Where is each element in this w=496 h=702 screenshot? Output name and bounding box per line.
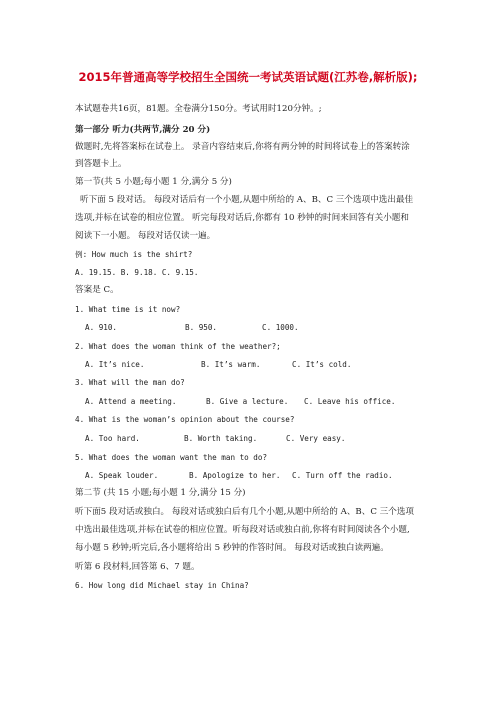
- example-options: A. 19.15. B. 9.18. C. 9.15.: [75, 268, 199, 277]
- option-b: B. Give a lecture.: [206, 397, 289, 406]
- option-a: A. 910.: [85, 323, 118, 332]
- question-3: 3. What will the man do?: [75, 378, 185, 387]
- option-a: A. It’s nice.: [85, 360, 145, 369]
- section1-heading: 第一节(共 5 小题;每小题 1 分,满分 5 分): [75, 177, 232, 187]
- section1-instruction: 听下面 5 段对话。 每段对话后有一个小题,从题中所给的 A、B、C 三个选项中选出最佳: [80, 195, 414, 205]
- question-1: 1. What time is it now?: [75, 305, 181, 314]
- question-5: 5. What does the woman want the man to do?: [75, 453, 268, 462]
- option-b: B. It’s warm.: [201, 360, 261, 369]
- option-c: C. It’s cold.: [292, 360, 352, 369]
- section2-instruction: 听下面5 段对话或独白。 每段对话或独白后有几个小题,从题中所给的 A、B、C 三个选项: [75, 507, 415, 517]
- page-title: 2015年普通高等学校招生全国统一考试英语试题(江苏卷,解析版);: [78, 70, 418, 84]
- question-4-options: [85, 433, 345, 444]
- intro-text: 本试题卷共16页，81题。全卷满分150分。考试用时120分钟。;: [75, 104, 322, 114]
- question-5-options: [85, 470, 393, 481]
- example-question: 例: How much is the shirt?: [75, 250, 193, 259]
- section2-instruction: 中选出最佳选项,并标在试卷的相应位置。听每段对话或独白前,你将有时间阅读各个小题,: [75, 525, 410, 535]
- question-3-options: [85, 396, 395, 407]
- option-b: B. 950.: [185, 323, 218, 332]
- example-answer: 答案是 C。: [75, 285, 119, 295]
- question-2-options: [85, 359, 351, 370]
- material-6-heading: 听第 6 段材料,回答第 6、7 题。: [75, 562, 200, 572]
- part1-instruction: 到答题卡上。: [75, 159, 127, 169]
- option-a: A. Too hard.: [85, 434, 140, 443]
- option-c: C. Turn off the radio.: [292, 471, 393, 480]
- option-c: C. Leave his office.: [304, 397, 396, 406]
- option-b: B. Worth taking.: [184, 434, 258, 443]
- option-c: C. Very easy.: [286, 434, 346, 443]
- section1-instruction: 阅读下一小题。 每段对话仅读一遍。: [75, 231, 216, 241]
- part1-instruction: 做题时,先将答案标在试卷上。 录音内容结束后,你将有两分钟的时间将试卷上的答案转涂: [75, 142, 410, 152]
- option-a: A. Attend a meeting.: [85, 397, 177, 406]
- question-6: 6. How long did Michael stay in China?: [75, 581, 249, 590]
- question-4: 4. What is the woman’s opinion about the course?: [75, 415, 295, 424]
- question-2: 2. What does the woman think of the weather?;: [75, 342, 281, 351]
- section2-instruction: 每小题 5 秒钟;听完后,各小题将给出 5 秒钟的作答时间。 每段对话或独白读两遍。: [75, 543, 389, 553]
- part1-heading: 第一部分 听力(共两节,满分 20 分): [75, 125, 211, 135]
- question-1-options: [85, 322, 299, 333]
- option-b: B. Apologize to her.: [189, 471, 281, 480]
- option-c: C. 1000.: [262, 323, 299, 332]
- option-a: A. Speak louder.: [85, 471, 159, 480]
- section2-heading: 第二节 (共 15 小题;每小题 1 分,满分 15 分): [75, 488, 246, 498]
- section1-instruction: 选项,并标在试卷的相应位置。 听完每段对话后,你都有 10 秒钟的时间来回答有关小题和: [75, 213, 409, 223]
